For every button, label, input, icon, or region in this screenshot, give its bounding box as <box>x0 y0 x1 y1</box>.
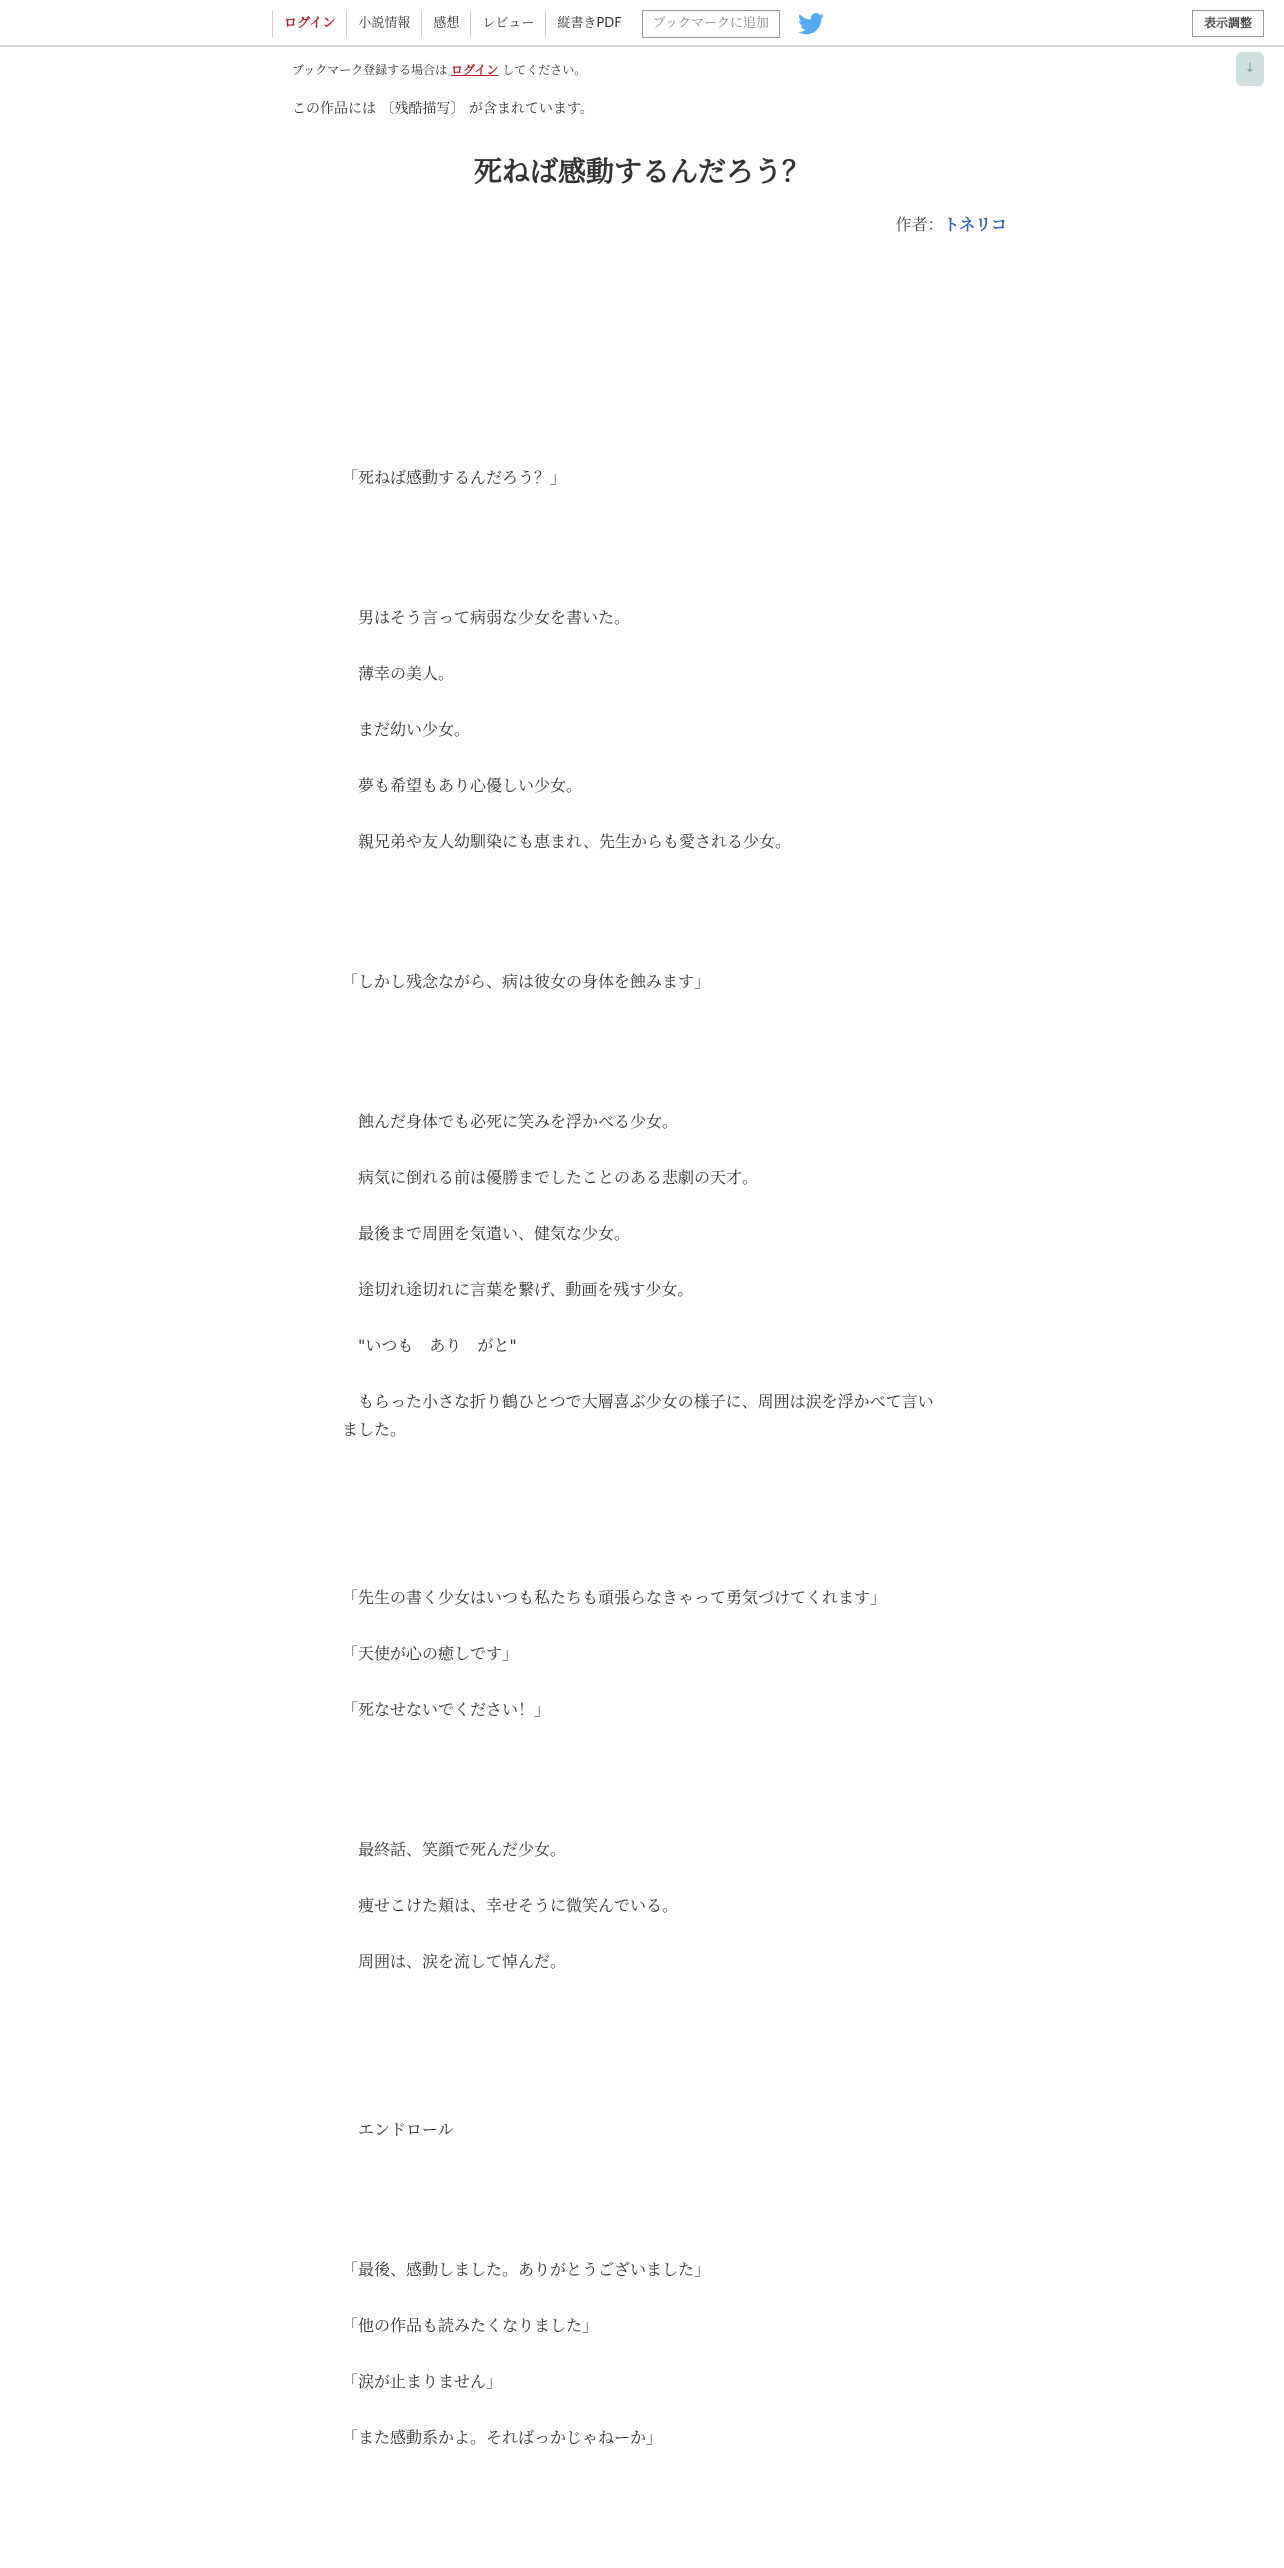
story-line: 「また感動系かよ。そればっかじゃねーか」 <box>342 2428 663 2447</box>
story-line: 「死ねば感動するんだろう？」 <box>342 468 567 487</box>
story-line: 周囲は、涙を流して悼んだ。 <box>342 1952 567 1971</box>
notice-login-link[interactable]: ログイン <box>451 63 499 77</box>
story-line: 最後まで周囲を気遣い、健気な少女。 <box>342 1224 631 1243</box>
story-line: 「涙が止まりません」 <box>342 2372 503 2391</box>
story-line: まだ幼い少女。 <box>342 720 471 739</box>
story-line: 「死なせないでください！」 <box>342 1700 551 1719</box>
story-line: 親兄弟や友人幼馴染にも恵まれ、先生からも愛される少女。 <box>342 832 791 851</box>
bookmark-notice-suffix: してください。 <box>502 63 587 77</box>
story-line: 薄幸の美人。 <box>342 664 455 683</box>
story-line: 途切れ途切れに言葉を繋げ、動画を残す少女。 <box>342 1280 694 1299</box>
bookmark-notice-prefix: ブックマーク登録する場合は <box>292 63 448 77</box>
story-line: 蝕んだ身体でも必死に笑みを浮かべる少女。 <box>342 1112 679 1131</box>
story-line: 「他の作品も読みたくなりました」 <box>342 2316 599 2335</box>
story-line: 「最後、感動しました。ありがとうございました」 <box>342 2260 711 2279</box>
story-paragraph: もらった小さな折り鶴ひとつで大層喜ぶ少女の様子に、周囲は涙を浮かべて言いました。 <box>342 1392 934 1439</box>
scroll-down-button[interactable]: ↓ <box>1236 52 1264 86</box>
twitter-icon[interactable] <box>798 12 826 36</box>
story-line: 「しかし残念ながら、病は彼女の身体を蝕みます」 <box>342 972 711 991</box>
nav-impressions-link[interactable]: 感想 <box>421 10 470 38</box>
header-nav <box>272 10 826 38</box>
add-bookmark-button[interactable]: ブックマークに追加 <box>642 10 780 38</box>
story-line: エンドロール <box>342 2120 454 2139</box>
nav-vertical-pdf-link[interactable]: 縦書きPDF <box>545 10 632 38</box>
content-warning: この作品には 〔残酷描写〕 が含まれています。 <box>292 101 594 117</box>
story-line: "いつも あり がと" <box>342 1336 517 1355</box>
nav-login-link[interactable]: ログイン <box>272 10 346 38</box>
author-label: 作者： <box>895 215 944 234</box>
top-navigation-bar <box>0 0 1284 47</box>
story-line: 「天使が心の癒しです」 <box>342 1644 519 1663</box>
story-line: 最終話、笑顔で死んだ少女。 <box>342 1840 567 1859</box>
story-author <box>700 212 1007 235</box>
story-title: 死ねば感動するんだろう？ <box>473 155 810 188</box>
story-line: 病気に倒れる前は優勝までしたことのある悲劇の天才。 <box>342 1168 759 1187</box>
display-settings-button[interactable]: 表示調整 <box>1192 10 1264 37</box>
twitter-bird-icon <box>798 13 824 35</box>
author-name-link[interactable]: トネリコ <box>943 215 1007 234</box>
nav-novel-info-link[interactable]: 小説情報 <box>346 10 421 38</box>
story-line: 「先生の書く少女はいつも私たちも頑張らなきゃって勇気づけてくれます」 <box>342 1588 887 1607</box>
bookmark-login-notice <box>292 61 586 78</box>
nav-review-link[interactable]: レビュー <box>470 10 545 38</box>
story-line: 夢も希望もあり心優しい少女。 <box>342 776 583 795</box>
story-line: 男はそう言って病弱な少女を書いた。 <box>342 608 631 627</box>
story-line: 痩せこけた頬は、幸せそうに微笑んでいる。 <box>342 1896 679 1915</box>
